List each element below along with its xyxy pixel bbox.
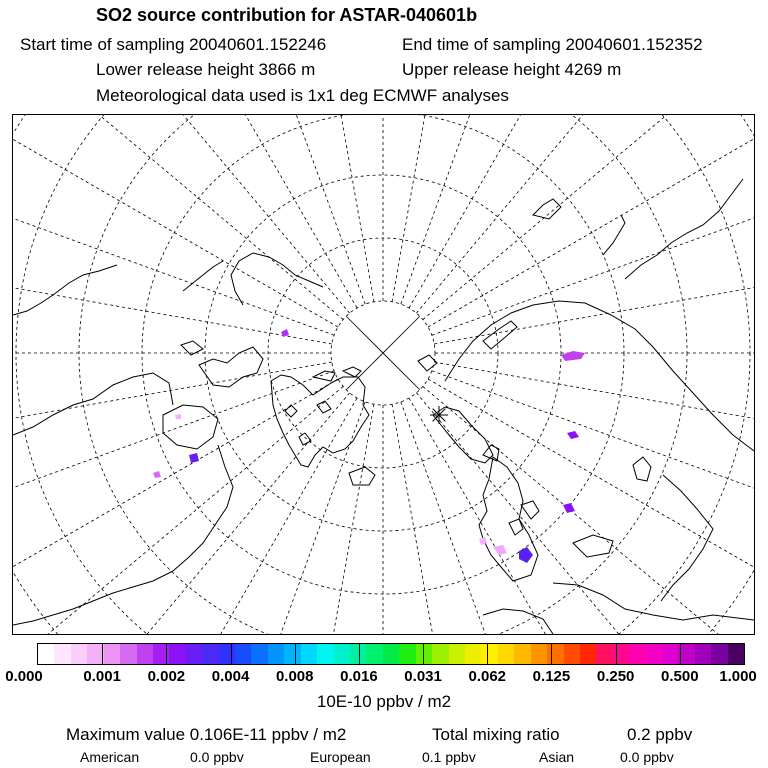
meridian-line: [75, 115, 365, 304]
colorbar-segment: [531, 644, 547, 664]
colorbar-tick-label: 0.002: [147, 668, 186, 685]
colorbar-segment: [301, 644, 317, 664]
meridian-line: [432, 115, 754, 335]
colorbar-tick-label: 0.001: [83, 668, 121, 685]
meridian-line: [13, 115, 350, 313]
colorbar-tick-label: 1.000: [719, 668, 757, 685]
colorbar-segment: [251, 644, 267, 664]
colorbar-segment: [596, 644, 612, 664]
colorbar-tick-label: 0.008: [275, 668, 314, 685]
colorbar-segment: [202, 644, 218, 664]
coast-iceland: [349, 467, 375, 485]
upper-height-label: Upper release height 4269 m: [402, 60, 622, 79]
plume-patch: [189, 453, 199, 463]
coast-black-sea: [573, 535, 613, 557]
colorbar-segment: [481, 644, 497, 664]
plume-patch: [153, 471, 161, 478]
coast-alaska: [231, 253, 323, 305]
colorbar-segment: [580, 644, 596, 664]
coast-japan: [603, 215, 625, 255]
lower-height-label: Lower release height 3866 m: [96, 60, 316, 79]
total-mixing-label: Total mixing ratio: [432, 725, 560, 744]
colorbar-segment: [646, 644, 662, 664]
colorbar-segment: [137, 644, 153, 664]
colorbar-segment: [317, 644, 333, 664]
meridian-line: [13, 393, 350, 634]
colorbar-segment: [334, 644, 350, 664]
colorbar-divider: [166, 644, 167, 664]
colorbar-segment: [399, 644, 415, 664]
meridian-line: [416, 393, 754, 634]
colorbar-tick-label: 0.000: [5, 668, 43, 685]
colorbar-segment: [449, 644, 465, 664]
colorbar-divider: [295, 644, 296, 664]
colorbar-unit: 10E-10 ppbv / m2: [316, 692, 452, 711]
end-time-label: End time of sampling 20040601.152352: [402, 35, 703, 54]
colorbar-segment: [432, 644, 448, 664]
meridian-line: [416, 115, 754, 313]
colorbar-segment: [383, 644, 399, 664]
colorbar-segment: [514, 644, 530, 664]
coast-canada-arctic: [181, 341, 263, 387]
coast-pacific-nw: [13, 265, 117, 315]
coast-aleutians: [183, 261, 223, 291]
coast-svalbard: [418, 355, 437, 371]
colorbar-tick-label: 0.125: [532, 668, 571, 685]
colorbar-segment: [547, 644, 563, 664]
colorbar-tick-label: 0.062: [468, 668, 507, 685]
max-value-label: Maximum value 0.106E-11 ppbv / m2: [66, 725, 347, 744]
colorbar-tick-label: 0.004: [211, 668, 250, 685]
meridian-line: [13, 379, 338, 634]
colorbar-tick-label: 0.016: [340, 668, 378, 685]
colorbar-segment: [71, 644, 87, 664]
meridian-line: [13, 197, 332, 344]
coast-british-isles: [509, 501, 539, 535]
european-label: European: [310, 749, 371, 765]
colorbar-ticks: [0, 668, 768, 688]
coast-siberia: [445, 301, 754, 451]
colorbar-segment: [235, 644, 251, 664]
coast-arabia: [661, 475, 713, 601]
coast-north-africa: [483, 609, 553, 634]
plume-patch: [561, 351, 585, 361]
coast-baltic: [483, 445, 499, 461]
colorbar-segment: [120, 644, 136, 664]
coast-greenland: [271, 375, 369, 467]
meridian-line: [409, 115, 754, 308]
colorbar: [37, 643, 745, 665]
graticule: [13, 115, 754, 634]
plume-patch: [567, 431, 579, 439]
plume-patch: [281, 329, 289, 337]
plume-patch: [493, 545, 507, 555]
coast-hudson-bay: [163, 405, 218, 449]
colorbar-segment: [662, 644, 678, 664]
plume-patch: [519, 547, 533, 563]
start-time-label: Start time of sampling 20040601.152246: [20, 35, 327, 54]
meridian-line: [13, 115, 338, 327]
meridian-line: [401, 402, 691, 634]
colorbar-segment: [268, 644, 284, 664]
meridian-line: [13, 115, 343, 320]
asian-value: 0.0 ppbv: [620, 749, 674, 765]
colorbar-tick-label: 0.250: [596, 668, 635, 685]
colorbar-segment: [564, 644, 580, 664]
coast-novaya-zemlya: [483, 321, 517, 349]
colorbar-tick-label: 0.500: [661, 668, 699, 685]
colorbar-divider: [423, 644, 424, 664]
american-label: American: [80, 749, 140, 765]
colorbar-segment: [629, 644, 645, 664]
colorbar-segment: [678, 644, 694, 664]
coast-caspian: [633, 457, 651, 481]
asian-label: Asian: [539, 749, 575, 765]
colorbar-segment: [366, 644, 382, 664]
coast-east-asia: [625, 179, 743, 279]
colorbar-segment: [219, 644, 235, 664]
meridian-line: [423, 386, 754, 634]
colorbar-divider: [102, 644, 103, 664]
coast-labrador: [173, 445, 233, 571]
colorbar-segment: [711, 644, 727, 664]
polar-map: [12, 114, 755, 635]
total-mixing-value: 0.2 ppbv: [627, 725, 693, 744]
meridian-line: [428, 115, 754, 327]
release-location-star-icon: [430, 406, 448, 424]
colorbar-segment: [695, 644, 711, 664]
page-title: SO2 source contribution for ASTAR-040601b: [96, 5, 478, 25]
meridian-line: [392, 404, 539, 634]
coastlines: [13, 179, 754, 634]
polar-map-canvas: [13, 115, 754, 634]
american-value: 0.0 ppbv: [190, 749, 244, 765]
colorbar-segment: [54, 644, 70, 664]
colorbar-segment: [284, 644, 300, 664]
meridian-line: [227, 115, 374, 302]
colorbar-divider: [231, 644, 232, 664]
colorbar-segment: [104, 644, 120, 664]
meridian-line: [434, 197, 754, 344]
colorbar-segment: [728, 644, 744, 664]
european-value: 0.1 ppbv: [422, 749, 476, 765]
meridian-line: [428, 379, 754, 634]
coast-kamchatka: [533, 199, 561, 219]
meridian-line: [423, 115, 754, 320]
plume-patch: [175, 414, 181, 419]
met-data-label: Meteorological data used is 1x1 deg ECMWF analyses: [96, 86, 509, 105]
colorbar-segment: [186, 644, 202, 664]
coast-islands-arctic: [285, 367, 361, 445]
meridian-line: [401, 115, 691, 304]
colorbar-divider: [359, 644, 360, 664]
colorbar-divider: [487, 644, 488, 664]
colorbar-segment: [465, 644, 481, 664]
plume-patch: [563, 503, 575, 513]
colorbar-segment: [498, 644, 514, 664]
colorbar-divider: [551, 644, 552, 664]
colorbar-segment: [169, 644, 185, 664]
meridian-line: [13, 115, 334, 335]
colorbar-tick-label: 0.031: [404, 668, 442, 685]
colorbar-divider: [680, 644, 681, 664]
coast-us-east: [13, 571, 173, 625]
colorbar-divider: [616, 644, 617, 664]
meridian-line: [392, 115, 539, 302]
colorbar-segment: [38, 644, 54, 664]
